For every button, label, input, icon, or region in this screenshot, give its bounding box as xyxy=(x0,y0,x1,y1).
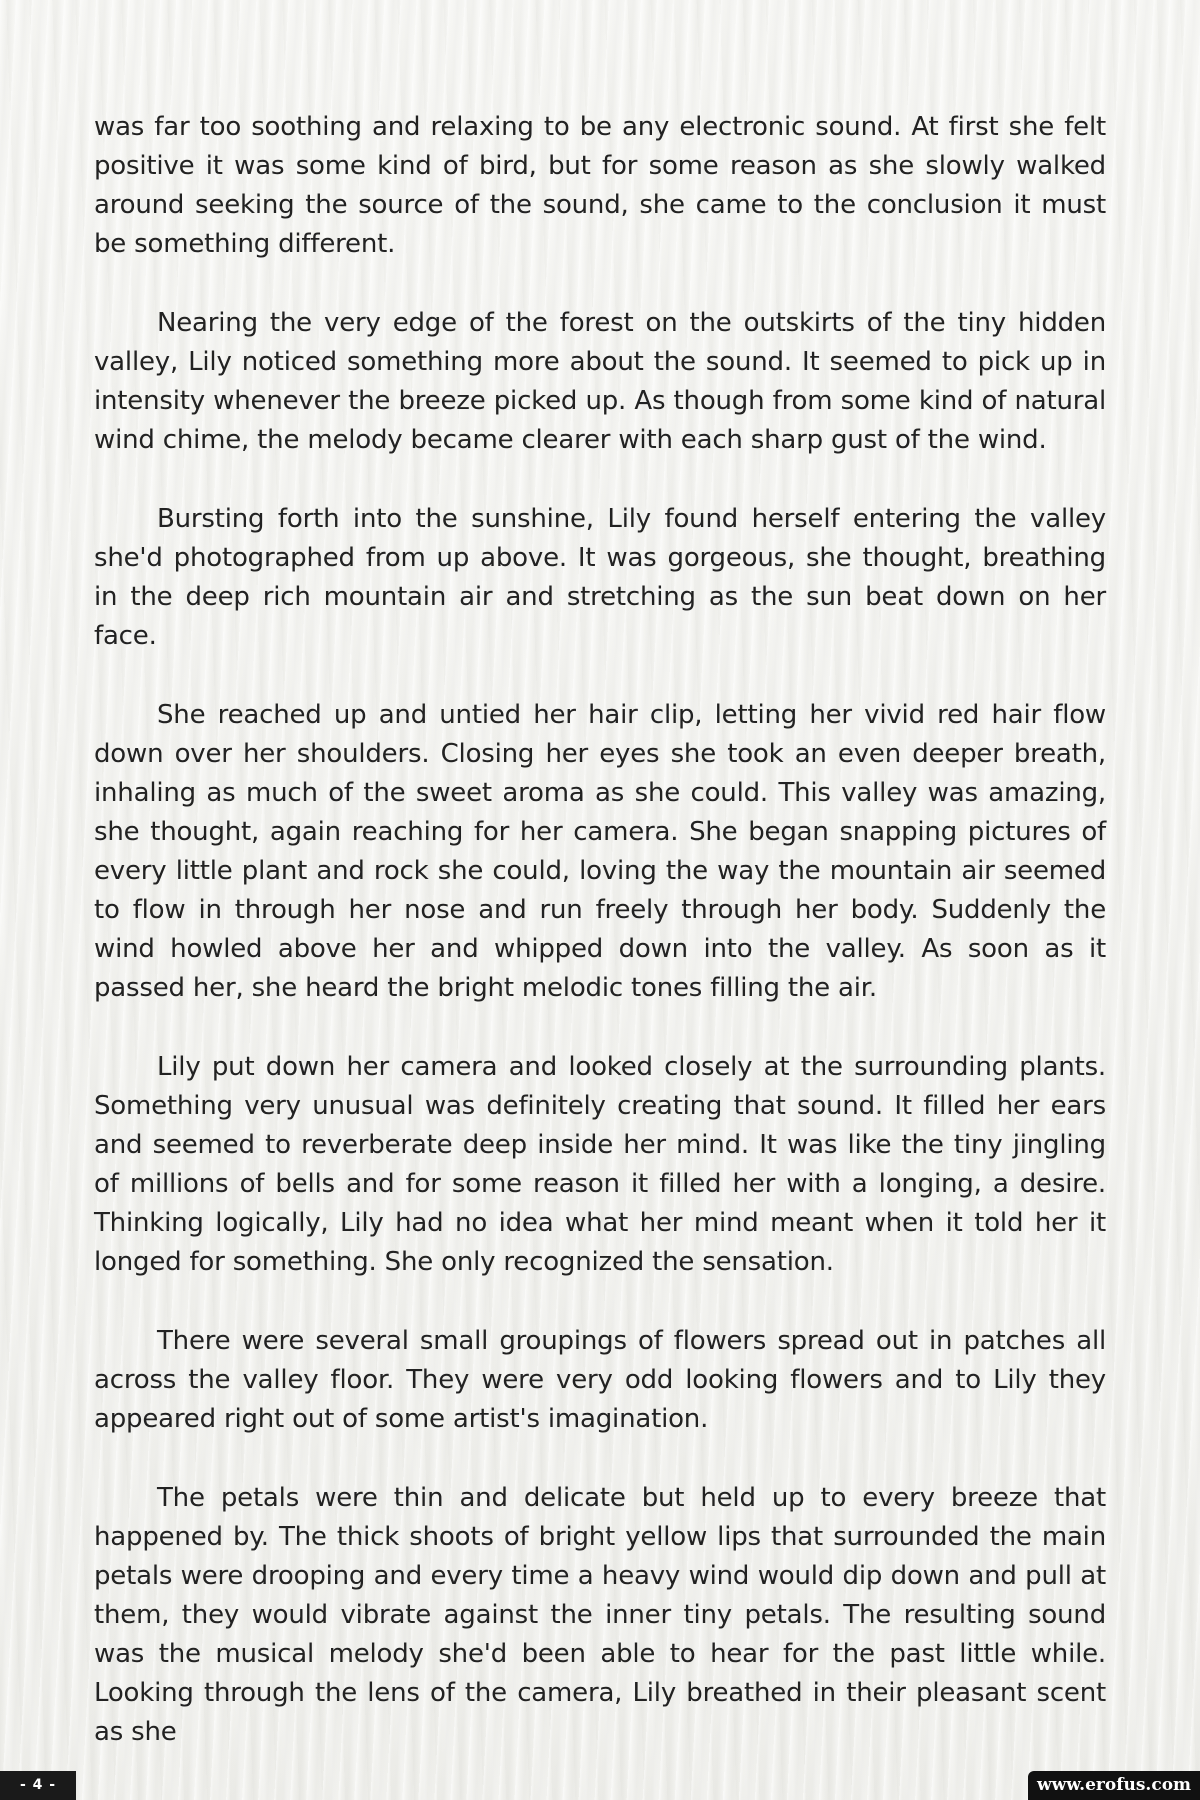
paragraph-2: Nearing the very edge of the forest on the outskirts of the tiny hidden valley, Lily noticed something more about the sound. It seemed to pick up in intensity whenever the breeze picked up. As though from some kind of natural wind chime, the melody became clearer with each sharp gust of the wind. xyxy=(94,308,1106,455)
paragraph-3: Bursting forth into the sunshine, Lily found herself entering the valley she'd photographed from up above. It was gorgeous, she thought, breathing in the deep rich mountain air and stretching as the sun beat down on her face. xyxy=(94,504,1106,651)
paragraph-6: There were several small groupings of flowers spread out in patches all across the valley floor. They were very odd looking flowers and to Lily they appeared right out of some artist's imagination. xyxy=(94,1326,1106,1434)
page-number: - 4 - xyxy=(0,1771,76,1800)
watermark-link[interactable]: www.erofus.com xyxy=(1028,1771,1200,1800)
paragraph-1: was far too soothing and relaxing to be any electronic sound. At first she felt positive it was some kind of bird, but for some reason as she slowly walked around seeking the source of the sound, she came to the conclusion it must be something different. xyxy=(94,112,1106,259)
paragraph-5: Lily put down her camera and looked closely at the surrounding plants. Something very unusual was definitely creating that sound. It filled her ears and seemed to reverberate deep inside her mind. It was like the tiny jingling of millions of bells and for some reason it filled her with a longing, a desire. Thinking logically, Lily had no idea what her mind meant when it told her it longed for something. She only recognized the sensation. xyxy=(94,1052,1106,1277)
page-body xyxy=(94,108,1106,1792)
paragraph-7: The petals were thin and delicate but held up to every breeze that happened by. The thick shoots of bright yellow lips that surrounded the main petals were drooping and every time a heavy wind would dip down and pull at them, they would vibrate against the inner tiny petals. The resulting sound was the musical melody she'd been able to hear for the past little while. Looking through the lens of the camera, Lily breathed in their pleasant scent as she xyxy=(94,1483,1106,1747)
paragraph-4: She reached up and untied her hair clip, letting her vivid red hair flow down over her shoulders. Closing her eyes she took an even deeper breath, inhaling as much of the sweet aroma as she could. This valley was amazing, she thought, again reaching for her camera. She began snapping pictures of every little plant and rock she could, loving the way the mountain air seemed to flow in through her nose and run freely through her body. Suddenly the wind howled above her and whipped down into the valley. As soon as it passed her, she heard the bright melodic tones filling the air. xyxy=(94,700,1106,1003)
